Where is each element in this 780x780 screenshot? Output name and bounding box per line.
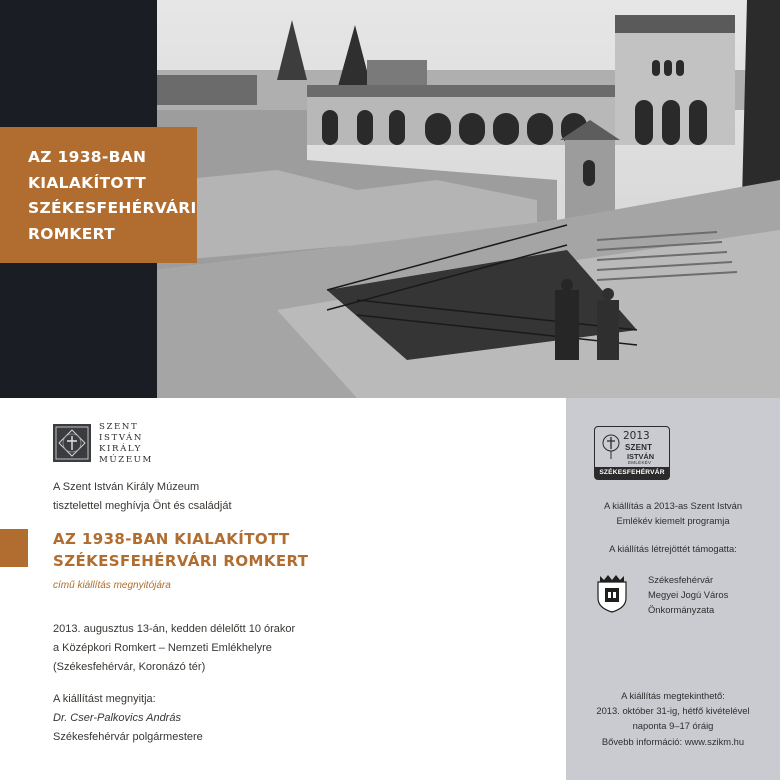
museum-name-line: KIRÁLY: [99, 444, 142, 454]
program-note-line: Emlékév kiemelt programja: [616, 515, 730, 526]
supporter-line: Önkormányzata: [648, 604, 715, 615]
museum-name-line: ISTVÁN: [99, 433, 143, 443]
exhibition-title-line: SZÉKESFEHÉRVÁRI ROMKERT: [53, 552, 309, 570]
supporter-line: Megyei Jogú Város: [648, 589, 729, 600]
exhibition-subtitle: című kiállítás megnyitójára: [53, 580, 171, 591]
exhibition-title: [53, 528, 308, 572]
supporter-name: [648, 572, 728, 617]
exhibition-title-line: AZ 1938-BAN KIALAKÍTOTT: [53, 530, 290, 548]
emblem-szent: SZENT: [625, 443, 653, 452]
event-venue: a Középkori Romkert – Nemzeti Emlékhelyre: [53, 642, 272, 654]
supporter-line: Székesfehérvár: [648, 574, 714, 585]
emblem-year: 2013: [623, 430, 650, 442]
emblem-city: SZÉKESFEHÉRVÁR: [595, 467, 669, 479]
header-title-box: [0, 127, 197, 263]
support-label: A kiállítás létrejöttét támogatta:: [609, 543, 737, 554]
event-date: 2013. augusztus 13-án, kedden délelőtt 10 órakor: [53, 623, 296, 635]
header-title-line: SZÉKESFEHÉRVÁRI: [28, 199, 197, 217]
museum-logo-icon: [53, 424, 91, 462]
accent-bar: [0, 529, 28, 567]
opener-name: Dr. Cser-Palkovics András: [53, 712, 181, 724]
opener-info: [53, 690, 203, 747]
museum-name-line: MÚZEUM: [99, 455, 153, 465]
historic-photo: [157, 0, 780, 398]
opener-title: Székesfehérvár polgármestere: [53, 731, 203, 743]
viewing-line: naponta 9–17 óráig: [632, 720, 714, 731]
more-info-link[interactable]: Bővebb információ: www.szikm.hu: [601, 736, 745, 747]
emblem-istvan: ISTVÁN: [627, 452, 655, 461]
header-title-line: ROMKERT: [28, 224, 116, 243]
cross-icon: [601, 433, 621, 461]
header-title-line: AZ 1938-BAN: [28, 148, 147, 166]
program-note-line: A kiállítás a 2013-as Szent István: [603, 500, 743, 511]
viewing-info: [566, 688, 780, 733]
museum-name-line: SZENT: [99, 422, 139, 432]
memorial-year-logo: [594, 426, 670, 480]
event-details: [53, 620, 295, 677]
invitation-panel: [0, 398, 566, 780]
invitation-line: A Szent István Király Múzeum: [53, 481, 200, 493]
viewing-line: 2013. október 31-ig, hétfő kivételével: [596, 705, 750, 716]
event-address: (Székesfehérvár, Koronázó tér): [53, 661, 206, 673]
viewing-line: A kiállítás megtekinthető:: [621, 690, 725, 701]
emblem-emlekev: EMLÉKÉV: [628, 460, 652, 465]
sidebar-panel: [566, 398, 780, 780]
invitation-intro: [53, 478, 232, 516]
header-title-line: KIALAKÍTOTT: [28, 173, 146, 192]
museum-name: [99, 422, 153, 466]
city-coat-of-arms-icon: [594, 572, 630, 614]
opener-intro: A kiállítást megnyitja:: [53, 693, 156, 705]
program-note: [566, 498, 780, 528]
invitation-line: tisztelettel meghívja Önt és családját: [53, 500, 232, 512]
